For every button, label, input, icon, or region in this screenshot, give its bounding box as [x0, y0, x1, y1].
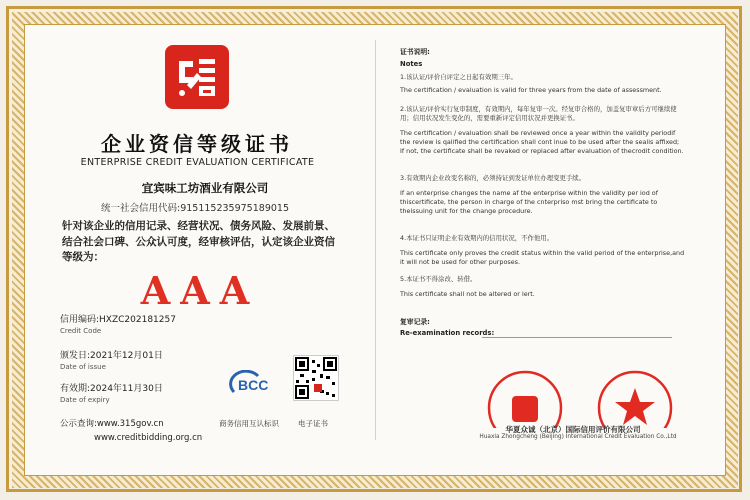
- bcc-logo-icon: [228, 370, 284, 398]
- note-5: [400, 275, 685, 299]
- issuer-name-en: Huaxia Zhongcheng (Beijing) International Credit Evaluation Co.,Ltd: [479, 434, 677, 440]
- center-divider: [375, 40, 376, 440]
- star-seal-icon: [599, 372, 671, 428]
- issue-date-field: [60, 348, 163, 371]
- certificate-title-cn: 企业资信等级证书: [101, 132, 293, 156]
- website-field: [60, 417, 202, 443]
- bcc-logo-text: BCC: [238, 377, 269, 393]
- review-heading-en: Re-examination records:: [400, 329, 495, 337]
- qr-code-icon[interactable]: [293, 355, 339, 401]
- qr-label: 电子证书: [298, 419, 328, 428]
- note-4-cn: 4.本证书只证明企业有效期内的信用状况，不作他用。: [400, 234, 554, 242]
- credit-grade: AAA: [140, 268, 260, 313]
- website-query[interactable]: 公示查询:www.315gov.cn: [60, 419, 164, 429]
- note-3: [400, 174, 685, 216]
- note-4-en: This certificate only proves the credit status within the valid period of the enterprise,and it will not be used for other purposes.: [400, 249, 685, 266]
- cert-number-field: [60, 312, 176, 335]
- issue-date: 颁发日:2021年12月01日: [60, 351, 163, 361]
- notes-heading-en: Notes: [400, 60, 423, 68]
- review-heading-cn: 复审记录:: [400, 318, 430, 326]
- expiry-date-sub: Date of expiry: [60, 396, 110, 404]
- note-5-cn: 5.本证书不得涂改、转借。: [400, 275, 477, 283]
- note-1-en: The certification / evaluation is valid for three years from the date of assessment.: [400, 86, 662, 94]
- evaluation-statement: 针对该企业的信用记录、经营状况、债务风险、发展前景、结合社会口碑、公众认可度，经审核评估，认定该企业资信等级为：: [62, 220, 335, 263]
- red-logo-seal-icon: [489, 372, 561, 428]
- notes-heading-cn: 证书说明:: [400, 48, 430, 56]
- note-4: [400, 234, 685, 267]
- note-2-en: The certification / evaluation shall be reviewed once a year within the validity periodif the review is qalified the certification shall cont inue to be used after the sealis affixed; If not, the certificate shall be revaked or replaced after evaluation of thecrodit condition.: [400, 129, 684, 155]
- note-2-cn: 2.该认证/评价实行复审制度，有效期内，每年复审一次。经复审合格的，加盖复审章后方可继续使用；信用状况发生变化的，需要重新评定信用状况并更换证书。: [400, 105, 677, 122]
- cert-number: 信用编码:HXZC202181257: [60, 315, 176, 325]
- note-1: [400, 73, 685, 95]
- official-seals: [485, 368, 675, 428]
- expiry-date: 有效期:2024年11月30日: [60, 384, 163, 394]
- company-name: 宜宾味工坊酒业有限公司: [141, 181, 269, 195]
- expiry-date-field: [60, 381, 163, 404]
- cert-number-sub: Credit Code: [60, 327, 102, 335]
- note-5-en: This certificate shall not be altered or lert.: [400, 290, 535, 298]
- credit-logo-icon: [165, 45, 229, 109]
- unified-credit-code: 统一社会信用代码:915115235975189015: [101, 203, 289, 214]
- note-3-cn: 3.有效期内企业改变名称的，必须持证到发证单位办理变更手续。: [400, 174, 586, 182]
- issue-date-sub: Date of issue: [60, 363, 106, 371]
- note-3-en: If an enterprise changes the name af the enterprise within the validity per iod of thiscertificate, the person in charge of the cnterpriso mst bring the certificate to theissuing unit for the change procedure.: [400, 189, 658, 215]
- certificate-title-en: ENTERPRISE CREDIT EVALUATION CERTIFICATE: [80, 157, 315, 168]
- website-link[interactable]: www.creditbidding.org.cn: [94, 433, 203, 443]
- note-2: [400, 105, 685, 156]
- note-1-cn: 1.该认证/评价自评定之日起有效期三年。: [400, 73, 517, 81]
- bcc-label: 商务信用互认标识: [219, 419, 279, 428]
- review-line: [482, 337, 672, 338]
- issuer-name-cn: 华夏众诚（北京）国际信用评价有限公司: [505, 425, 641, 434]
